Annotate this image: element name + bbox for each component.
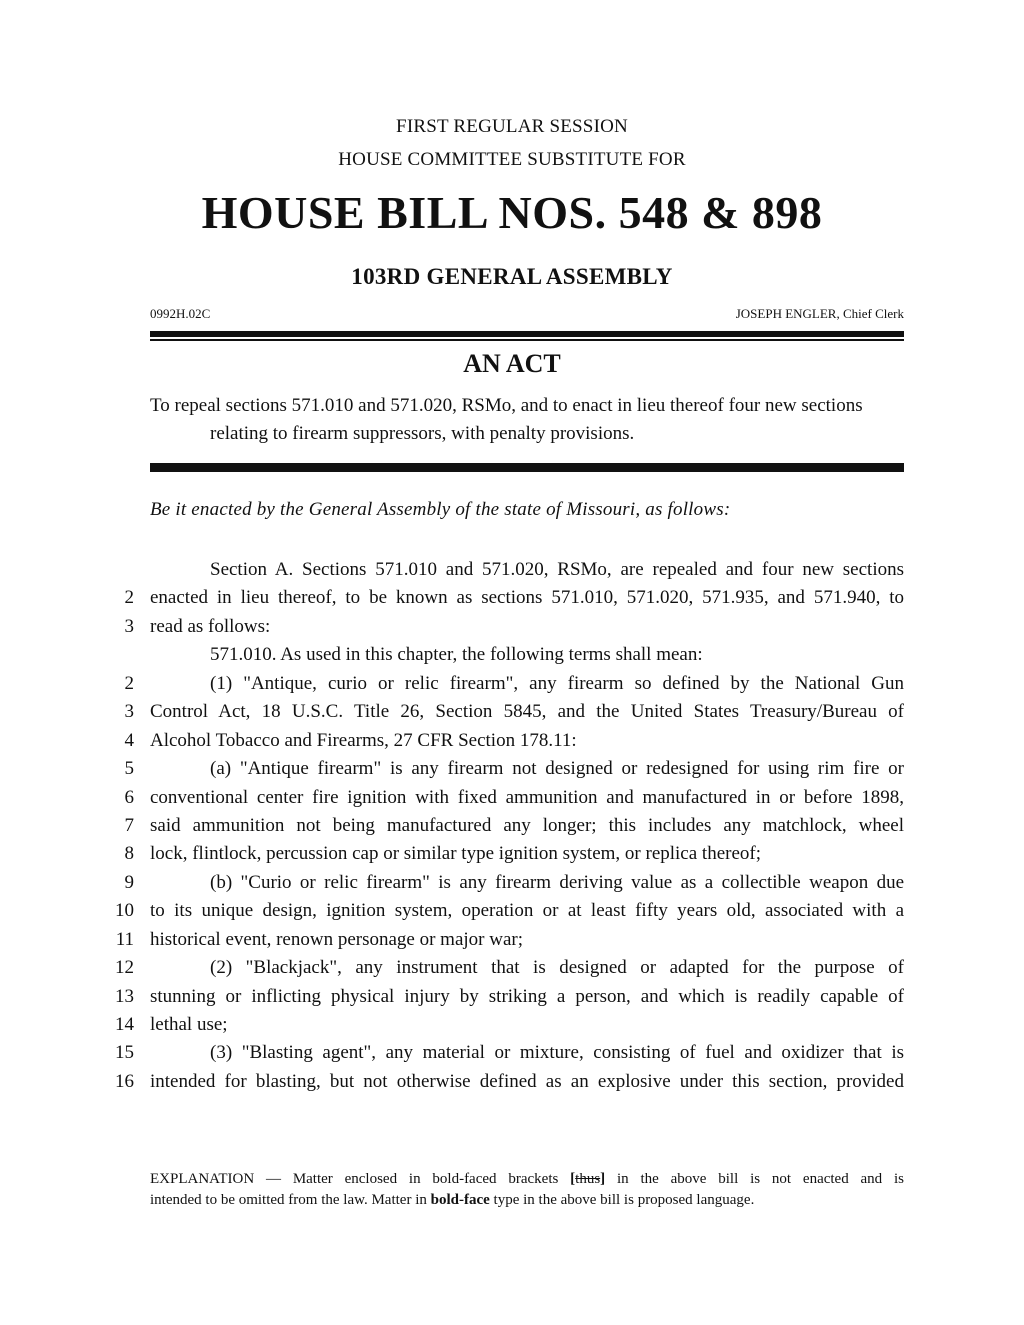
bill-text-line: Section A. Sections 571.010 and 571.020, RSMo, are repealed and four new sections (210, 559, 904, 580)
line-number: 8 (124, 843, 134, 864)
bill-text-line: (3) "Blasting agent", any material or mixture, consisting of fuel and oxidizer that is (210, 1042, 904, 1063)
bold-face-term: bold-face (430, 1192, 490, 1208)
bill-text-line: lock, flintlock, percussion cap or similar type ignition system, or replica thereof; (150, 843, 762, 864)
header-divider (150, 331, 904, 343)
line-number: 16 (115, 1071, 134, 1092)
line-number: 7 (124, 815, 134, 836)
explanation-label: EXPLANATION — (150, 1171, 281, 1187)
line-number: 4 (124, 730, 134, 751)
act-purpose-line-1: To repeal sections 571.010 and 571.020, RSMo, and to enact in lieu thereof four new sections (150, 395, 863, 416)
line-number: 2 (124, 673, 134, 694)
bill-text-line: historical event, renown personage or major war; (150, 929, 524, 950)
line-number: 14 (115, 1014, 134, 1035)
explanation-line-2 (150, 1190, 754, 1210)
bracket-close: ] (600, 1171, 606, 1187)
bill-text-line: Control Act, 18 U.S.C. Title 26, Section 5845, and the United States Treasury/Bureau of (150, 701, 904, 722)
bill-title: HOUSE BILL NOS. 548 & 898 (201, 187, 823, 238)
line-number: 6 (124, 787, 134, 808)
bill-text-line: (1) "Antique, curio or relic firearm", any firearm so defined by the National Gun (210, 673, 904, 694)
line-number: 11 (115, 929, 134, 950)
bill-text-line: Alcohol Tobacco and Firearms, 27 CFR Section 178.11: (150, 730, 577, 751)
enacting-clause: Be it enacted by the General Assembly of the state of Missouri, as follows: (150, 499, 731, 520)
session-heading: FIRST REGULAR SESSION (396, 116, 628, 137)
line-number: 3 (124, 701, 134, 722)
assembly-heading: 103RD GENERAL ASSEMBLY (351, 264, 673, 289)
chief-clerk: JOSEPH ENGLER, Chief Clerk (735, 306, 904, 321)
bill-text-line: to its unique design, ignition system, operation or at least fifty years old, associated with a (150, 900, 904, 921)
bill-text-line: intended for blasting, but not otherwise defined as an explosive under this section, provided (150, 1071, 904, 1092)
line-number: 13 (115, 986, 134, 1007)
bill-text-line: read as follows: (150, 616, 271, 637)
line-number: 3 (124, 616, 134, 637)
line-number (100, 556, 134, 584)
act-title: AN ACT (463, 349, 561, 378)
bill-text-line: stunning or inflicting physical injury by striking a person, and which is readily capable of (150, 986, 904, 1007)
bill-text-line: (b) "Curio or relic firearm" is any firearm deriving value as a collectible weapon due (210, 872, 904, 893)
bill-text-line: lethal use; (150, 1014, 228, 1035)
line-number: 12 (115, 957, 134, 978)
line-number: 10 (115, 900, 134, 921)
line-number: 15 (115, 1042, 134, 1063)
bracket-open: [ (570, 1171, 576, 1187)
act-purpose-line-2: relating to firearm suppressors, with penalty provisions. (210, 423, 635, 444)
explanation-text: in the above bill is not enacted and is (617, 1171, 905, 1187)
struck-word: thus (575, 1171, 601, 1187)
line-number (100, 641, 134, 669)
substitute-heading: HOUSE COMMITTEE SUBSTITUTE FOR (338, 149, 686, 170)
explanation-text: type in the above bill is proposed language. (493, 1192, 755, 1208)
line-number: 5 (124, 758, 134, 779)
document-code: 0992H.02C (150, 306, 211, 321)
bill-text-line: conventional center fire ignition with fixed ammunition and manufactured in or before 1898, (150, 787, 904, 808)
purpose-divider (150, 463, 904, 472)
bill-text-line: enacted in lieu thereof, to be known as sections 571.010, 571.020, 571.935, and 571.940, to (150, 587, 904, 608)
bill-text-line: said ammunition not being manufactured any longer; this includes any matchlock, wheel (150, 815, 904, 836)
explanation-text: intended to be omitted from the law. Matter in (150, 1192, 427, 1208)
explanation-text: Matter enclosed in bold-faced brackets (292, 1171, 559, 1187)
bill-text-line: (a) "Antique firearm" is any firearm not designed or redesigned for using rim fire or (210, 758, 904, 779)
bill-text-line: 571.010. As used in this chapter, the following terms shall mean: (210, 644, 703, 665)
explanation-line-1 (150, 1169, 904, 1189)
line-number: 9 (124, 872, 134, 893)
bill-text-line: (2) "Blackjack", any instrument that is designed or adapted for the purpose of (210, 957, 904, 978)
line-number: 2 (124, 587, 134, 608)
